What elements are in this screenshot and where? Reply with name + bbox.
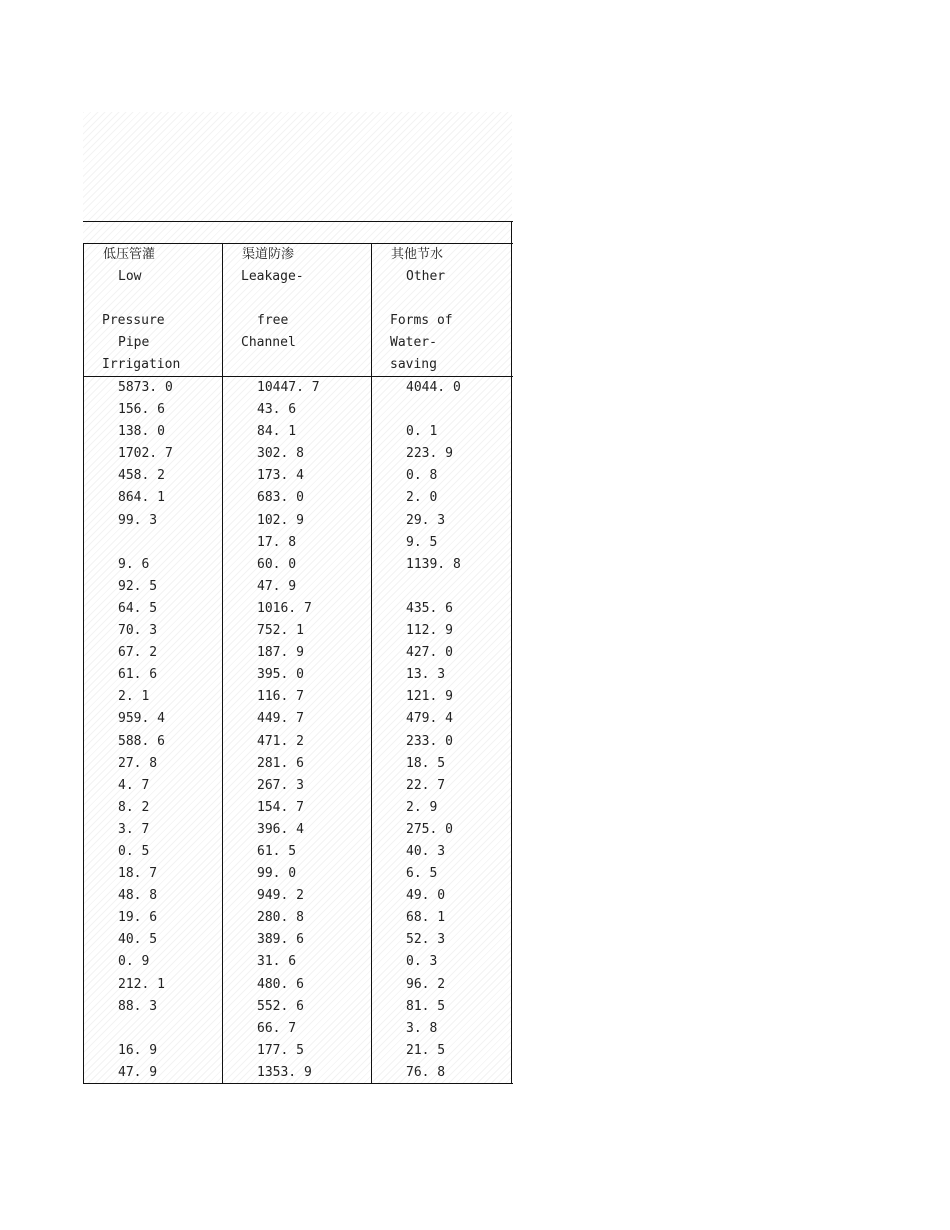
table-cell: 4. 7	[118, 777, 150, 793]
table-left-border	[83, 243, 84, 1084]
table-cell	[118, 532, 173, 554]
table-cell	[406, 399, 461, 421]
table-cell: 187. 9	[257, 645, 304, 661]
table-cell: 223. 9	[406, 446, 453, 462]
table-cell: 13. 3	[406, 667, 446, 683]
table-cell: 458. 2	[118, 468, 165, 484]
table-cell: 275. 0	[406, 821, 453, 837]
table-cell: 480. 6	[257, 976, 304, 992]
table-cell: 864. 1	[118, 490, 165, 506]
table-cell: 395. 0	[257, 667, 304, 683]
table-cell: 88. 3	[118, 998, 158, 1014]
table-cell: 67. 2	[118, 645, 158, 661]
table-cell: 61. 6	[118, 667, 158, 683]
table-cell: 8. 2	[118, 799, 150, 815]
header-low-pressure-en-3: Pressure	[102, 313, 165, 328]
header-leakage-free-zh: 渠道防渗	[242, 247, 295, 262]
table-cell: 64. 5	[118, 600, 158, 616]
table-cell: 959. 4	[118, 711, 165, 727]
table-cell: 233. 0	[406, 733, 453, 749]
table-cell: 116. 7	[257, 689, 304, 705]
header-low-pressure-en-4: Pipe	[118, 335, 150, 350]
table-cell: 102. 9	[257, 512, 304, 528]
table-cell: 21. 5	[406, 1042, 446, 1058]
table-cell: 0. 5	[118, 843, 150, 859]
table-cell: 154. 7	[257, 799, 304, 815]
table-cell: 31. 6	[257, 954, 297, 970]
table-cell: 3. 7	[118, 821, 150, 837]
table-cell: 60. 0	[257, 556, 297, 572]
table-cell: 1016. 7	[257, 600, 312, 616]
column-divider-1	[222, 243, 223, 1084]
table-cell: 49. 0	[406, 888, 446, 904]
table-cell: 471. 2	[257, 733, 304, 749]
header-other-forms-en-3: Forms of	[390, 313, 453, 328]
table-cell: 302. 8	[257, 446, 304, 462]
table-cell: 16. 9	[118, 1042, 158, 1058]
table-cell: 396. 4	[257, 821, 304, 837]
table-cell: 281. 6	[257, 755, 304, 771]
table-cell: 99. 0	[257, 866, 297, 882]
table-cell	[118, 1018, 173, 1040]
table-cell: 18. 5	[406, 755, 446, 771]
table-cell: 2. 1	[118, 689, 150, 705]
table-cell: 5873. 0	[118, 380, 173, 395]
table-cell: 752. 1	[257, 623, 304, 639]
table-cell: 29. 3	[406, 512, 446, 528]
table-cell: 121. 9	[406, 689, 453, 705]
table-cell: 99. 3	[118, 512, 158, 528]
header-other-forms-en-4: Water-	[390, 335, 437, 350]
table-cell: 177. 5	[257, 1042, 304, 1058]
table-cell: 6. 5	[406, 866, 438, 882]
table-right-border	[511, 221, 512, 1084]
table-cell: 138. 0	[118, 424, 165, 440]
header-leakage-free-en-1: Leakage-	[241, 269, 304, 284]
table-top-border	[83, 221, 513, 222]
table-cell: 0. 1	[406, 424, 438, 440]
table-cell: 92. 5	[118, 578, 158, 594]
table-cell: 81. 5	[406, 998, 446, 1014]
table-cell: 9. 6	[118, 556, 150, 572]
header-other-forms-zh: 其他节水	[391, 247, 444, 262]
header-low-pressure-en-5: Irrigation	[102, 357, 181, 372]
table-cell: 389. 6	[257, 932, 304, 948]
table-cell: 19. 6	[118, 910, 158, 926]
table-cell: 2. 0	[406, 490, 438, 506]
table-cell: 9. 5	[406, 534, 438, 550]
table-cell: 2. 9	[406, 799, 438, 815]
table-cell: 84. 1	[257, 424, 297, 440]
table-cell: 18. 7	[118, 866, 158, 882]
table-cell: 0. 8	[406, 468, 438, 484]
table-cell: 173. 4	[257, 468, 304, 484]
table-cell: 683. 0	[257, 490, 304, 506]
table-cell: 949. 2	[257, 888, 304, 904]
table-cell: 0. 3	[406, 954, 438, 970]
table-cell: 112. 9	[406, 623, 453, 639]
table-cell: 3. 8	[406, 1020, 438, 1036]
column-divider-2	[371, 243, 372, 1084]
table-cell: 66. 7	[257, 1020, 297, 1036]
table-cell: 4044. 0	[406, 380, 461, 395]
table-cell: 27. 8	[118, 755, 158, 771]
table-cell: 449. 7	[257, 711, 304, 727]
header-low-pressure-zh: 低压管灌	[103, 247, 156, 262]
table-cell: 17. 8	[257, 534, 297, 550]
column-low-pressure-values	[118, 377, 173, 1084]
table-cell: 479. 4	[406, 711, 453, 727]
table-cell: 588. 6	[118, 733, 165, 749]
table-cell: 40. 3	[406, 843, 446, 859]
table-cell: 1139. 8	[406, 556, 461, 572]
table-cell: 280. 8	[257, 910, 304, 926]
header-other-forms-en-5: saving	[390, 357, 437, 372]
table-cell: 552. 6	[257, 998, 304, 1014]
table-cell: 156. 6	[118, 402, 165, 418]
table-cell: 1702. 7	[118, 446, 173, 462]
table-cell: 61. 5	[257, 843, 297, 859]
header-leakage-free-en-4: Channel	[241, 335, 296, 350]
table-cell: 52. 3	[406, 932, 446, 948]
column-other-forms-values	[406, 377, 461, 1084]
table-cell: 22. 7	[406, 777, 446, 793]
table-cell: 47. 9	[118, 1064, 158, 1080]
table-cell: 48. 8	[118, 888, 158, 904]
table-cell: 47. 9	[257, 578, 297, 594]
table-cell: 212. 1	[118, 976, 165, 992]
table-cell: 435. 6	[406, 600, 453, 616]
table-cell: 427. 0	[406, 645, 453, 661]
header-low-pressure-en-1: Low	[118, 269, 142, 284]
table-cell: 1353. 9	[257, 1064, 312, 1080]
table-cell: 40. 5	[118, 932, 158, 948]
table-cell	[406, 576, 461, 598]
table-cell: 0. 9	[118, 954, 150, 970]
header-other-forms-en-1: Other	[406, 269, 446, 284]
table-cell: 10447. 7	[257, 380, 320, 395]
column-leakage-free-values	[257, 377, 320, 1084]
table-cell: 68. 1	[406, 910, 446, 926]
table-cell: 267. 3	[257, 777, 304, 793]
table-cell: 76. 8	[406, 1064, 446, 1080]
table-cell: 70. 3	[118, 623, 158, 639]
table-cell: 43. 6	[257, 402, 297, 418]
table-cell: 96. 2	[406, 976, 446, 992]
header-leakage-free-en-3: free	[257, 313, 289, 328]
